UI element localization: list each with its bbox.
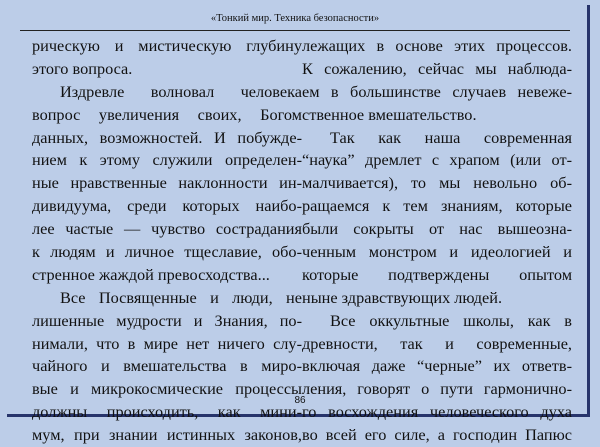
text-line: нимали, что в мире нет ничего слу- (32, 333, 302, 353)
text-line: во всей его силе, а господин Папюс (302, 425, 572, 445)
text-line: нием к этому служили определен- (32, 150, 302, 170)
text-line: включая даже “черные” их ответв- (302, 356, 572, 376)
running-header: «Тонкий мир. Техника безопасности» (20, 9, 570, 31)
text-line: лежащих в основе этих процессов. (302, 36, 572, 55)
text-line: ныне здравствующих людей. (302, 287, 503, 307)
text-line: вопрос увеличения своих, Богом (32, 104, 302, 124)
text-line: Издревле волновал человека (60, 81, 302, 101)
text-line: рическую и мистическую глубину (32, 36, 302, 55)
text-line: были сокрыты от нас вышеозна- (302, 219, 572, 239)
text-line: го восхождения человеческого духа (302, 402, 572, 422)
text-line: К сожалению, сейчас мы наблюда- (302, 58, 572, 78)
page-number: 86 (294, 395, 306, 406)
text-line: Все оккультные школы, как в (330, 310, 572, 330)
text-line: мум, при знании истинных законов, (32, 425, 302, 445)
right-column (302, 35, 572, 447)
text-line: лее частые — чувство сострадания (32, 219, 302, 239)
text-line: вые и микрокосмические процессы (32, 379, 302, 399)
text-line: ления, говорят о пути гармонично- (302, 379, 572, 399)
text-line: должны происходить, как мини- (32, 402, 302, 422)
text-line: лишенные мудрости и Знания, по- (32, 310, 302, 330)
text-line: данных, возможностей. И побужде- (32, 127, 302, 147)
text-line: Так как наша современная (330, 127, 572, 147)
text-line: ченным монстром и идеологией и (302, 242, 572, 262)
text-line: стренное жаждой превосходства... (32, 264, 270, 284)
text-line: к людям и личное тщеславие, обо- (32, 242, 302, 262)
text-line: малчивается), то мы невольно об- (302, 173, 572, 193)
left-column (32, 35, 302, 447)
text-line: ращаемся к тем знаниям, которые (302, 196, 572, 216)
text-line: ем в большинстве случаев невеже- (302, 81, 572, 101)
text-line: этого вопроса. (32, 58, 133, 78)
text-line: Все Посвященные и люди, не (60, 287, 302, 307)
text-line: которые подтверждены опытом (302, 264, 572, 284)
text-line: “наука” дремлет с храпом (или от- (302, 150, 572, 170)
text-line: ные нравственные наклонности ин- (32, 173, 302, 193)
text-line: дивидуума, среди которых наибо- (32, 196, 302, 216)
text-line: древности, так и современные, (302, 333, 572, 353)
text-line: чайного и вмешательства в миро- (32, 356, 302, 376)
text-line: ственное вмешательство. (302, 104, 477, 124)
